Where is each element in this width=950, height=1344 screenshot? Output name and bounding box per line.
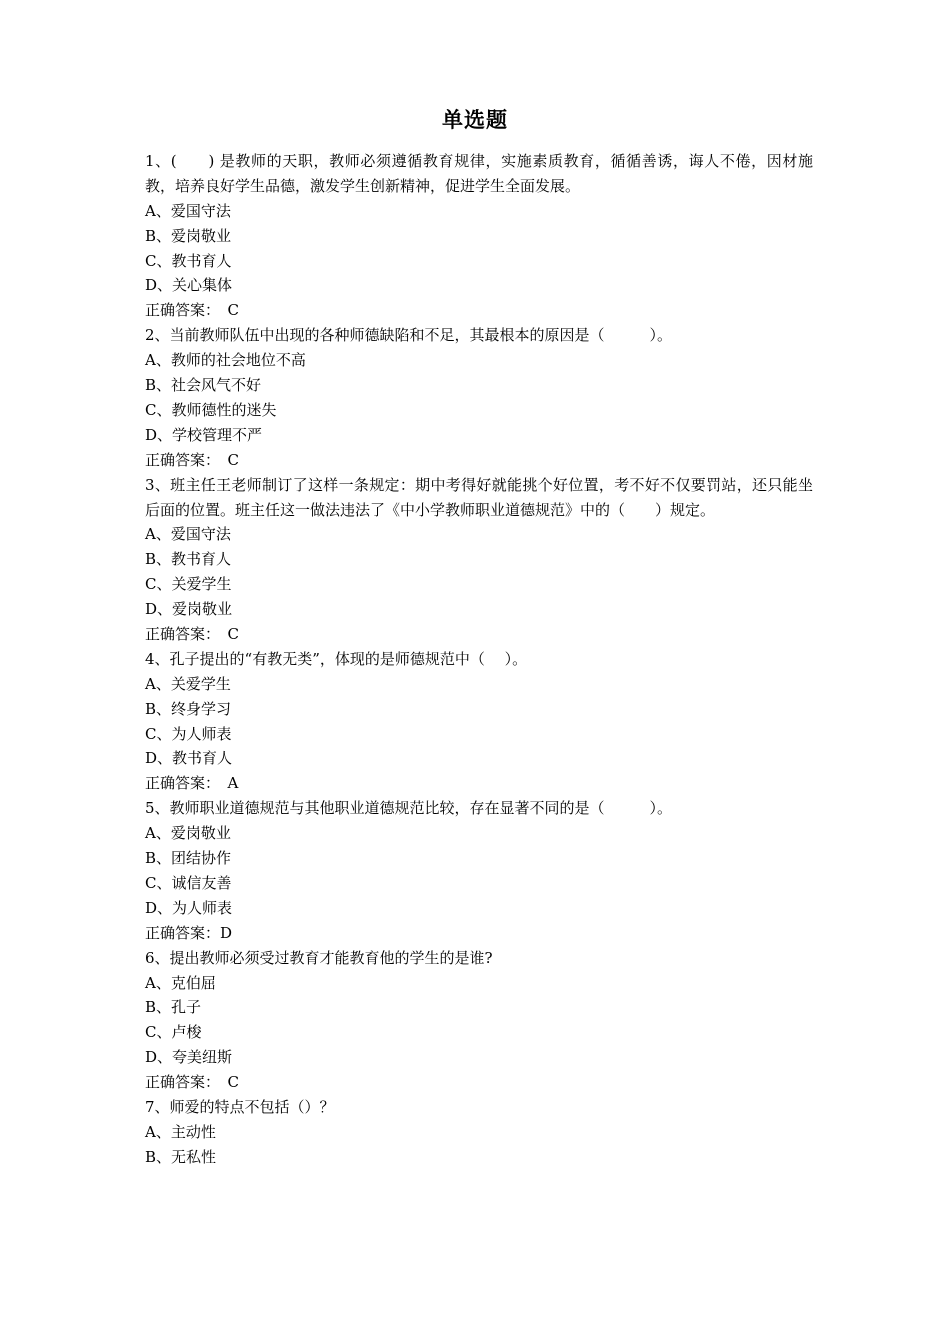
question-item	[145, 473, 813, 647]
correct-answer: 正确答案： C	[145, 450, 239, 469]
correct-answer: 正确答案： A	[145, 774, 239, 793]
question-list	[145, 149, 813, 1170]
page-title: 单选题	[442, 108, 508, 132]
correct-answer: 正确答案： C	[145, 1073, 239, 1092]
option-c: C、诚信友善	[145, 873, 232, 892]
question-stem: 6、提出教师必须受过教育才能教育他的学生的是谁?	[145, 948, 493, 967]
question-stem: 1、( ) 是教师的天职，教师必须遵循教育规律，实施素质教育，循循善诱，诲人不倦，因材施教，培养良好学生品德，激发学生创新精神，促进学生全面发展。	[145, 152, 813, 195]
option-a: A、关爱学生	[145, 674, 231, 693]
option-c: C、卢梭	[145, 1023, 202, 1042]
question-item	[145, 149, 813, 323]
option-b: B、社会风气不好	[145, 376, 262, 395]
option-a: A、克伯屈	[145, 973, 216, 992]
correct-answer: 正确答案： C	[145, 625, 239, 643]
question-item	[145, 323, 813, 472]
option-a: A、爱国守法	[145, 525, 231, 544]
option-a: A、主动性	[145, 1122, 216, 1141]
question-stem: 2、当前教师队伍中出现的各种师德缺陷和不足，其最根本的原因是（ ）。	[145, 326, 673, 345]
option-b: B、无私性	[145, 1147, 217, 1166]
correct-answer: 正确答案：D	[145, 923, 233, 942]
option-d: D、学校管理不严	[145, 425, 263, 444]
option-c: C、关爱学生	[145, 575, 232, 594]
option-a: A、教师的社会地位不高	[145, 351, 306, 370]
option-b: B、教书育人	[145, 550, 232, 569]
option-d: D、为人师表	[145, 898, 233, 917]
option-d: D、关心集体	[145, 276, 233, 295]
question-item	[145, 796, 813, 945]
question-item	[145, 946, 813, 1095]
option-d: D、爱岗敬业	[145, 600, 233, 619]
option-c: C、教书育人	[145, 251, 232, 270]
option-c: C、为人师表	[145, 724, 232, 743]
question-stem: 3、班主任王老师制订了这样一条规定：期中考得好就能挑个好位置，考不好不仅要罚站，还只能坐后面的位置。班主任这一做法违法了《中小学教师职业道德规范》中的（ ）规定。	[145, 475, 813, 519]
question-stem: 5、教师职业道德规范与其他职业道德规范比较，存在显著不同的是（ ）。	[145, 799, 673, 818]
option-b: B、终身学习	[145, 699, 232, 718]
option-a: A、爱国守法	[145, 201, 231, 220]
option-d: D、夸美纽斯	[145, 1048, 233, 1067]
option-a: A、爱岗敬业	[145, 824, 231, 843]
question-stem: 7、师爱的特点不包括（）？	[145, 1097, 335, 1116]
option-b: B、团结协作	[145, 849, 232, 868]
question-item	[145, 647, 813, 796]
option-d: D、教书育人	[145, 749, 233, 768]
question-stem: 4、孔子提出的“有教无类”，体现的是师德规范中（ ）。	[145, 649, 528, 668]
option-b: B、爱岗敬业	[145, 226, 232, 245]
correct-answer: 正确答案： C	[145, 301, 239, 320]
option-b: B、孔子	[145, 998, 202, 1017]
question-item	[145, 1095, 813, 1170]
option-c: C、教师德性的迷失	[145, 400, 277, 419]
